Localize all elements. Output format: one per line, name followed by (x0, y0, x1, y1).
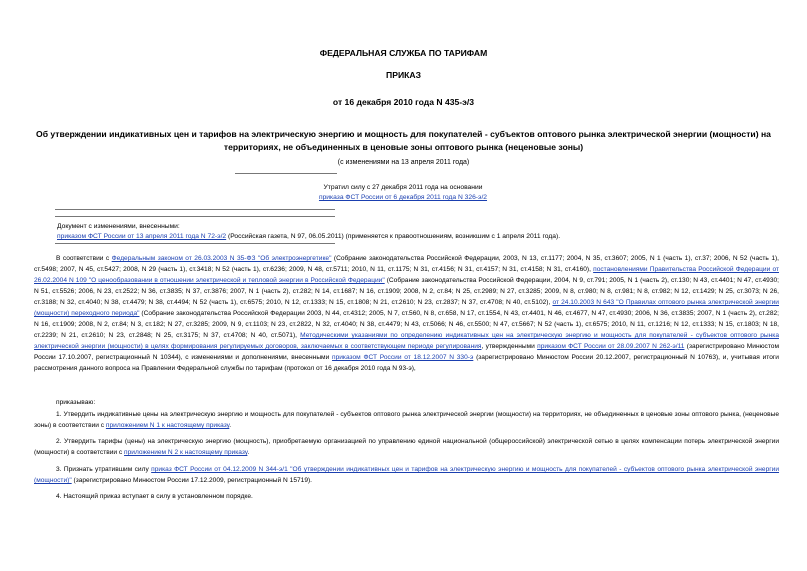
order-word-text: приказываю: (56, 399, 96, 406)
document-title: Об утверждении индикативных цен и тарифов на электрическую энергию и мощность для покупателей - субъектов оптового рынка электрической энергии (мощности) на территориях, не объединенных в ценовые зоны оптового рынка (неценовые зоны) (36, 129, 771, 152)
order-word (34, 397, 779, 408)
changes-note: (с изменениями на 13 апреля 2011 года) (337, 159, 470, 166)
amended-tail: (Российская газета, N 97, 06.05.2011) (применяется к правоотношениям, возникшим с 1 апреля 2011 года). (226, 233, 561, 240)
order-link[interactable]: приказом ФСТ России от 28.09.2007 N 262-э/11 (537, 343, 685, 350)
preamble-text: В соответствии с (56, 255, 112, 262)
preamble-text: (Собрание законодательства Российской Федерации 2003, N 44, ст.4312; 2005, N 7, ст.560, N 8, ст.658, N 17, ст.1554, N 43, ст.4401, N 46, ст.4677, N 47, ст.4930; 2006, N 36, ст.3835; 2007, N 1 (часть 2), ст.282; N 16, ст.1909; 2008, N 2, ст.84; N 3, ст.182; N 27, ст.3285; 2009, N 9, ст.1103; N 23, ст.2822, N 32, ст.4040; N 38, ст.4479; N 43, ст.5066; N 46, ст.5500; N 47, ст.5667; N 52 (часть 1), ст.6575; 2010, N 11, ст.1216; N 12, ст.1333; N 15, ст.1803; N 18, ст.2239; N 21, ст.2610; N 23, ст.2848; N 25, ст.3175; N 37, ст.4708; N 40, ст.5071), (34, 310, 779, 339)
document-date-number: от 16 декабря 2010 года N 435-э/3 (332, 97, 475, 107)
lapsed-note (238, 183, 568, 203)
lapsed-text: Утратил силу с 27 декабря 2011 года на основании (323, 184, 483, 191)
divider (55, 243, 335, 244)
item-text: 3. Признать утратившим силу (56, 466, 152, 473)
divider (55, 216, 335, 217)
order-link[interactable]: приказом ФСТ России от 18.12.2007 N 330-э (332, 354, 474, 361)
amended-label: Документ с изменениями, внесенными: (57, 223, 180, 230)
order-item (34, 409, 779, 431)
rules-link[interactable]: от 24.10.2003 N 643 "О Правилах оптового рынка электрической энергии (мощности) переходного периода" (34, 299, 779, 317)
item-tail: . (247, 449, 250, 456)
repealed-order-link[interactable]: приказ ФСТ России от 04.12.2009 N 344-э/1 "Об утверждении индикативных цен и тарифов на электрическую энергию и мощность для покупателей - субъектов оптового рынка электрической энергии (мощности)" (34, 466, 780, 484)
order-item (34, 491, 779, 502)
appendix-link[interactable]: приложением N 1 к настоящему приказу (105, 422, 230, 429)
amended-note (57, 222, 757, 242)
preamble-text: , утвержденными (481, 343, 538, 350)
divider (55, 209, 335, 210)
document-kind-heading: ПРИКАЗ (386, 70, 421, 80)
item-text: 1. Утвердить индикативные цены на электрическую энергию и мощность для покупателей - субъектов оптового рынка электрической энергии (мощности) на территориях, не объединенных в ценовые зоны оптового рынка, (неценовые зоны) в соответствии с (34, 411, 779, 429)
preamble-text: (Собрание законодательства Российской Федерации, 2004, N 9, ст.791; 2005, N 1 (часть 2), ст.130; N 43, ст.4401; N 47, ст.4930; N 51, ст.5526; 2006, N 23, ст.2522; N 36, ст.3835; N 37, ст.3876; 2007, N 1 (часть 2), ст.282; N 14, ст.1687; N 16, ст.1909; 2008, N 2, ст.84; N 25, ст.2989; N 27, ст.3285; 2009, N 8, ст.980; N 8, ст.981; N 8, ст.982; N 12, ст.1429; N 25, ст.3073; N 26, ст.3188; N 32, ст.4040; N 38, ст.4479; N 38, ст.4494; N 52 (часть 1), ст.6575; 2010, N 12, ст.1333; N 15, ст.1808; N 21, ст.2610; N 23, ст.2837; N 37, ст.4708; N 40, ст.5102), (34, 277, 779, 306)
law-link[interactable]: Федеральным законом от 26.03.2003 N 35-ФЗ "Об электроэнергетике" (111, 255, 332, 262)
order-item (34, 464, 779, 486)
amended-link[interactable]: приказом ФСТ России от 13 апреля 2011 года N 72-э/2 (57, 233, 227, 240)
preamble-text: (зарегистрировано Минюстом России 20.12.2007, регистрационный N 10763), и, учитывая итоги рассмотрения данного вопроса на Правлении Федеральной службы по тарифам (протокол от 16 декабря 2010 года N 93-э), (34, 354, 779, 372)
preamble-paragraph (34, 253, 779, 374)
item-tail: . (229, 422, 232, 429)
amended-line (57, 232, 757, 242)
organization-heading: ФЕДЕРАЛЬНАЯ СЛУЖБА ПО ТАРИФАМ (319, 48, 488, 58)
preamble-text: (Собрание законодательства Российской Федерации, 2003, N 13, ст.1177; 2004, N 35, ст.3607; 2005, N 1 (часть 1), ст.37; 2006, N 52 (часть 1), ст.5498; 2007, N 45, ст.5427; 2008, N 29 (часть 1), ст.3418; N 52 (часть 1), ст.6236; 2009, N 48, ст.5711; 2010, N 11, ст.1175; N 31, ст.4156; N 31, ст.4157; N 31, ст.4158; N 31, ст.4160), (34, 255, 780, 273)
appendix-link[interactable]: приложением N 2 к настоящему приказу (124, 449, 248, 456)
guidelines-link[interactable]: Методическими указаниями по определению индикативных цен на электрическую энергию и мощность для покупателей - субъектов оптового рынка электрической энергии (мощности) в целях формирования регулируемых договоров, заключаемых в соответствующем периоде регулирования (34, 332, 779, 350)
preamble-text: (зарегистрировано Минюстом России 17.10.2007, регистрационный N 10344), с изменениями и дополнениями, внесенными (34, 343, 779, 361)
item-text: 4. Настоящий приказ вступает в силу в установленном порядке. (56, 493, 253, 500)
item-tail: (зарегистрировано Минюстом России 17.12.2009, регистрационный N 15719). (71, 477, 313, 484)
order-item (34, 436, 779, 458)
item-text: 2. Утвердить тарифы (цены) на электрическую энергию (мощность), приобретаемую организацией по управлению единой национальной (общероссийской) электрической сетью в целях компенсации потерь электрической энергии (мощности) в соответствии с (34, 438, 779, 456)
lapsed-link[interactable]: приказа ФСТ России от 6 декабря 2011 года N 326-э/2 (318, 194, 488, 201)
divider (235, 173, 337, 174)
decree-link[interactable]: постановлениями Правительства Российской Федерации от 26.02.2004 N 109 "О ценообразовании в отношении электрической и тепловой энергии в Российской Федерации" (34, 266, 779, 284)
